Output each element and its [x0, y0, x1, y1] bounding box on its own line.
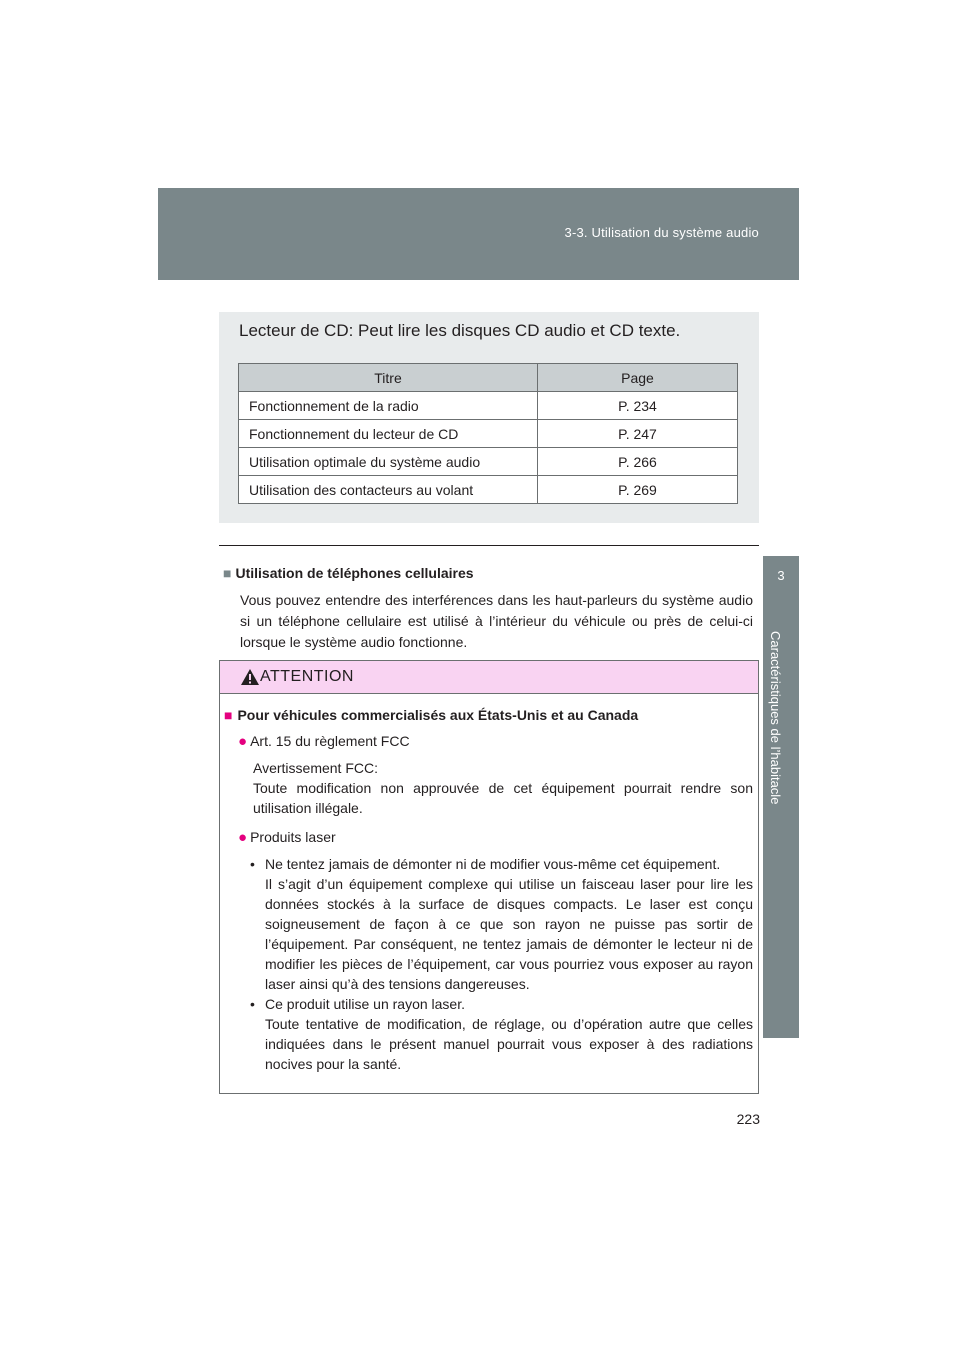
circle-bullet-icon: ● — [238, 829, 248, 846]
page-number: 223 — [736, 1111, 760, 1127]
table-header: Titre — [239, 364, 538, 392]
list-item — [250, 854, 753, 994]
section-heading: Utilisation de téléphones cellulaires — [235, 565, 474, 581]
list-item-text: Toute tentative de modification, de réglage, ou d’opération autre que celles indiquées dans le présent manuel pourrait vous exposer à des radiations nocives pour la santé. — [265, 1016, 753, 1072]
table-row — [239, 476, 738, 504]
cellphone-section — [223, 563, 753, 653]
table-cell: P. 234 — [538, 392, 738, 420]
item-title: Produits laser — [250, 829, 336, 845]
table-cell: P. 266 — [538, 448, 738, 476]
page-reference-table — [238, 363, 738, 504]
item-text: Avertissement FCC: — [253, 760, 378, 776]
attention-heading: Pour véhicules commercialisés aux États-Unis et au Canada — [237, 707, 639, 723]
attention-body — [220, 694, 758, 1074]
chapter-label: Caractéristiques de l’habitacle — [768, 631, 783, 805]
list-item-text: Ce produit utilise un rayon laser. — [265, 996, 465, 1012]
square-bullet-icon: ■ — [223, 565, 232, 581]
table-row — [239, 448, 738, 476]
circle-bullet-icon: ● — [238, 733, 248, 750]
attention-box — [219, 660, 759, 1094]
table-header-row — [239, 364, 738, 392]
list-item-text: Il s’agit d’un équipement complexe qui utilise un faisceau laser pour lire les données stockés à la surface de disques compacts. Le laser est conçu soigneusement de façon à ce que son rayon ne puisse pas sortir de l’équipement. Par conséquent, ne tentez jamais de démonter le lecteur ni de modifier les pièces de l’équipement, car vous pourriez vous exposer au rayon laser ainsi qu’à des tensions dangereuses. — [265, 876, 753, 992]
table-cell: Fonctionnement de la radio — [239, 392, 538, 420]
section-divider — [219, 545, 759, 546]
cd-player-info-box — [219, 312, 759, 523]
chapter-side-tab — [763, 556, 799, 1038]
table-row — [239, 392, 738, 420]
list-item-text: Ne tentez jamais de démonter ni de modifier vous-même cet équipement. — [265, 856, 721, 872]
attention-header — [220, 661, 758, 694]
chapter-title: 3-3. Utilisation du système audio — [564, 225, 759, 240]
table-row — [239, 420, 738, 448]
info-box-title: Lecteur de CD: Peut lire les disques CD audio et CD texte. — [239, 321, 681, 340]
table-cell: Utilisation optimale du système audio — [239, 448, 538, 476]
dot-bullet-icon: • — [250, 856, 255, 872]
chapter-number: 3 — [777, 568, 785, 583]
warning-triangle-icon — [240, 668, 260, 686]
chapter-header — [158, 188, 799, 280]
item-title: Art. 15 du règlement FCC — [250, 733, 410, 749]
list-item — [250, 994, 753, 1074]
dot-bullet-icon: • — [250, 996, 255, 1012]
attention-title: ATTENTION — [260, 668, 354, 685]
table-cell: Fonctionnement du lecteur de CD — [239, 420, 538, 448]
table-cell: Utilisation des contacteurs au volant — [239, 476, 538, 504]
item-text: Toute modification non approuvée de cet équipement pourrait rendre son utilisation illégale. — [253, 780, 753, 816]
table-cell: P. 269 — [538, 476, 738, 504]
table-cell: P. 247 — [538, 420, 738, 448]
table-header: Page — [538, 364, 738, 392]
square-bullet-icon: ■ — [224, 707, 233, 723]
section-body: Vous pouvez entendre des interférences dans les haut-parleurs du système audio si un téléphone cellulaire est utilisé à l’intérieur du véhicule ou près de celui-ci lorsque le système audio fonctionne. — [240, 592, 753, 650]
